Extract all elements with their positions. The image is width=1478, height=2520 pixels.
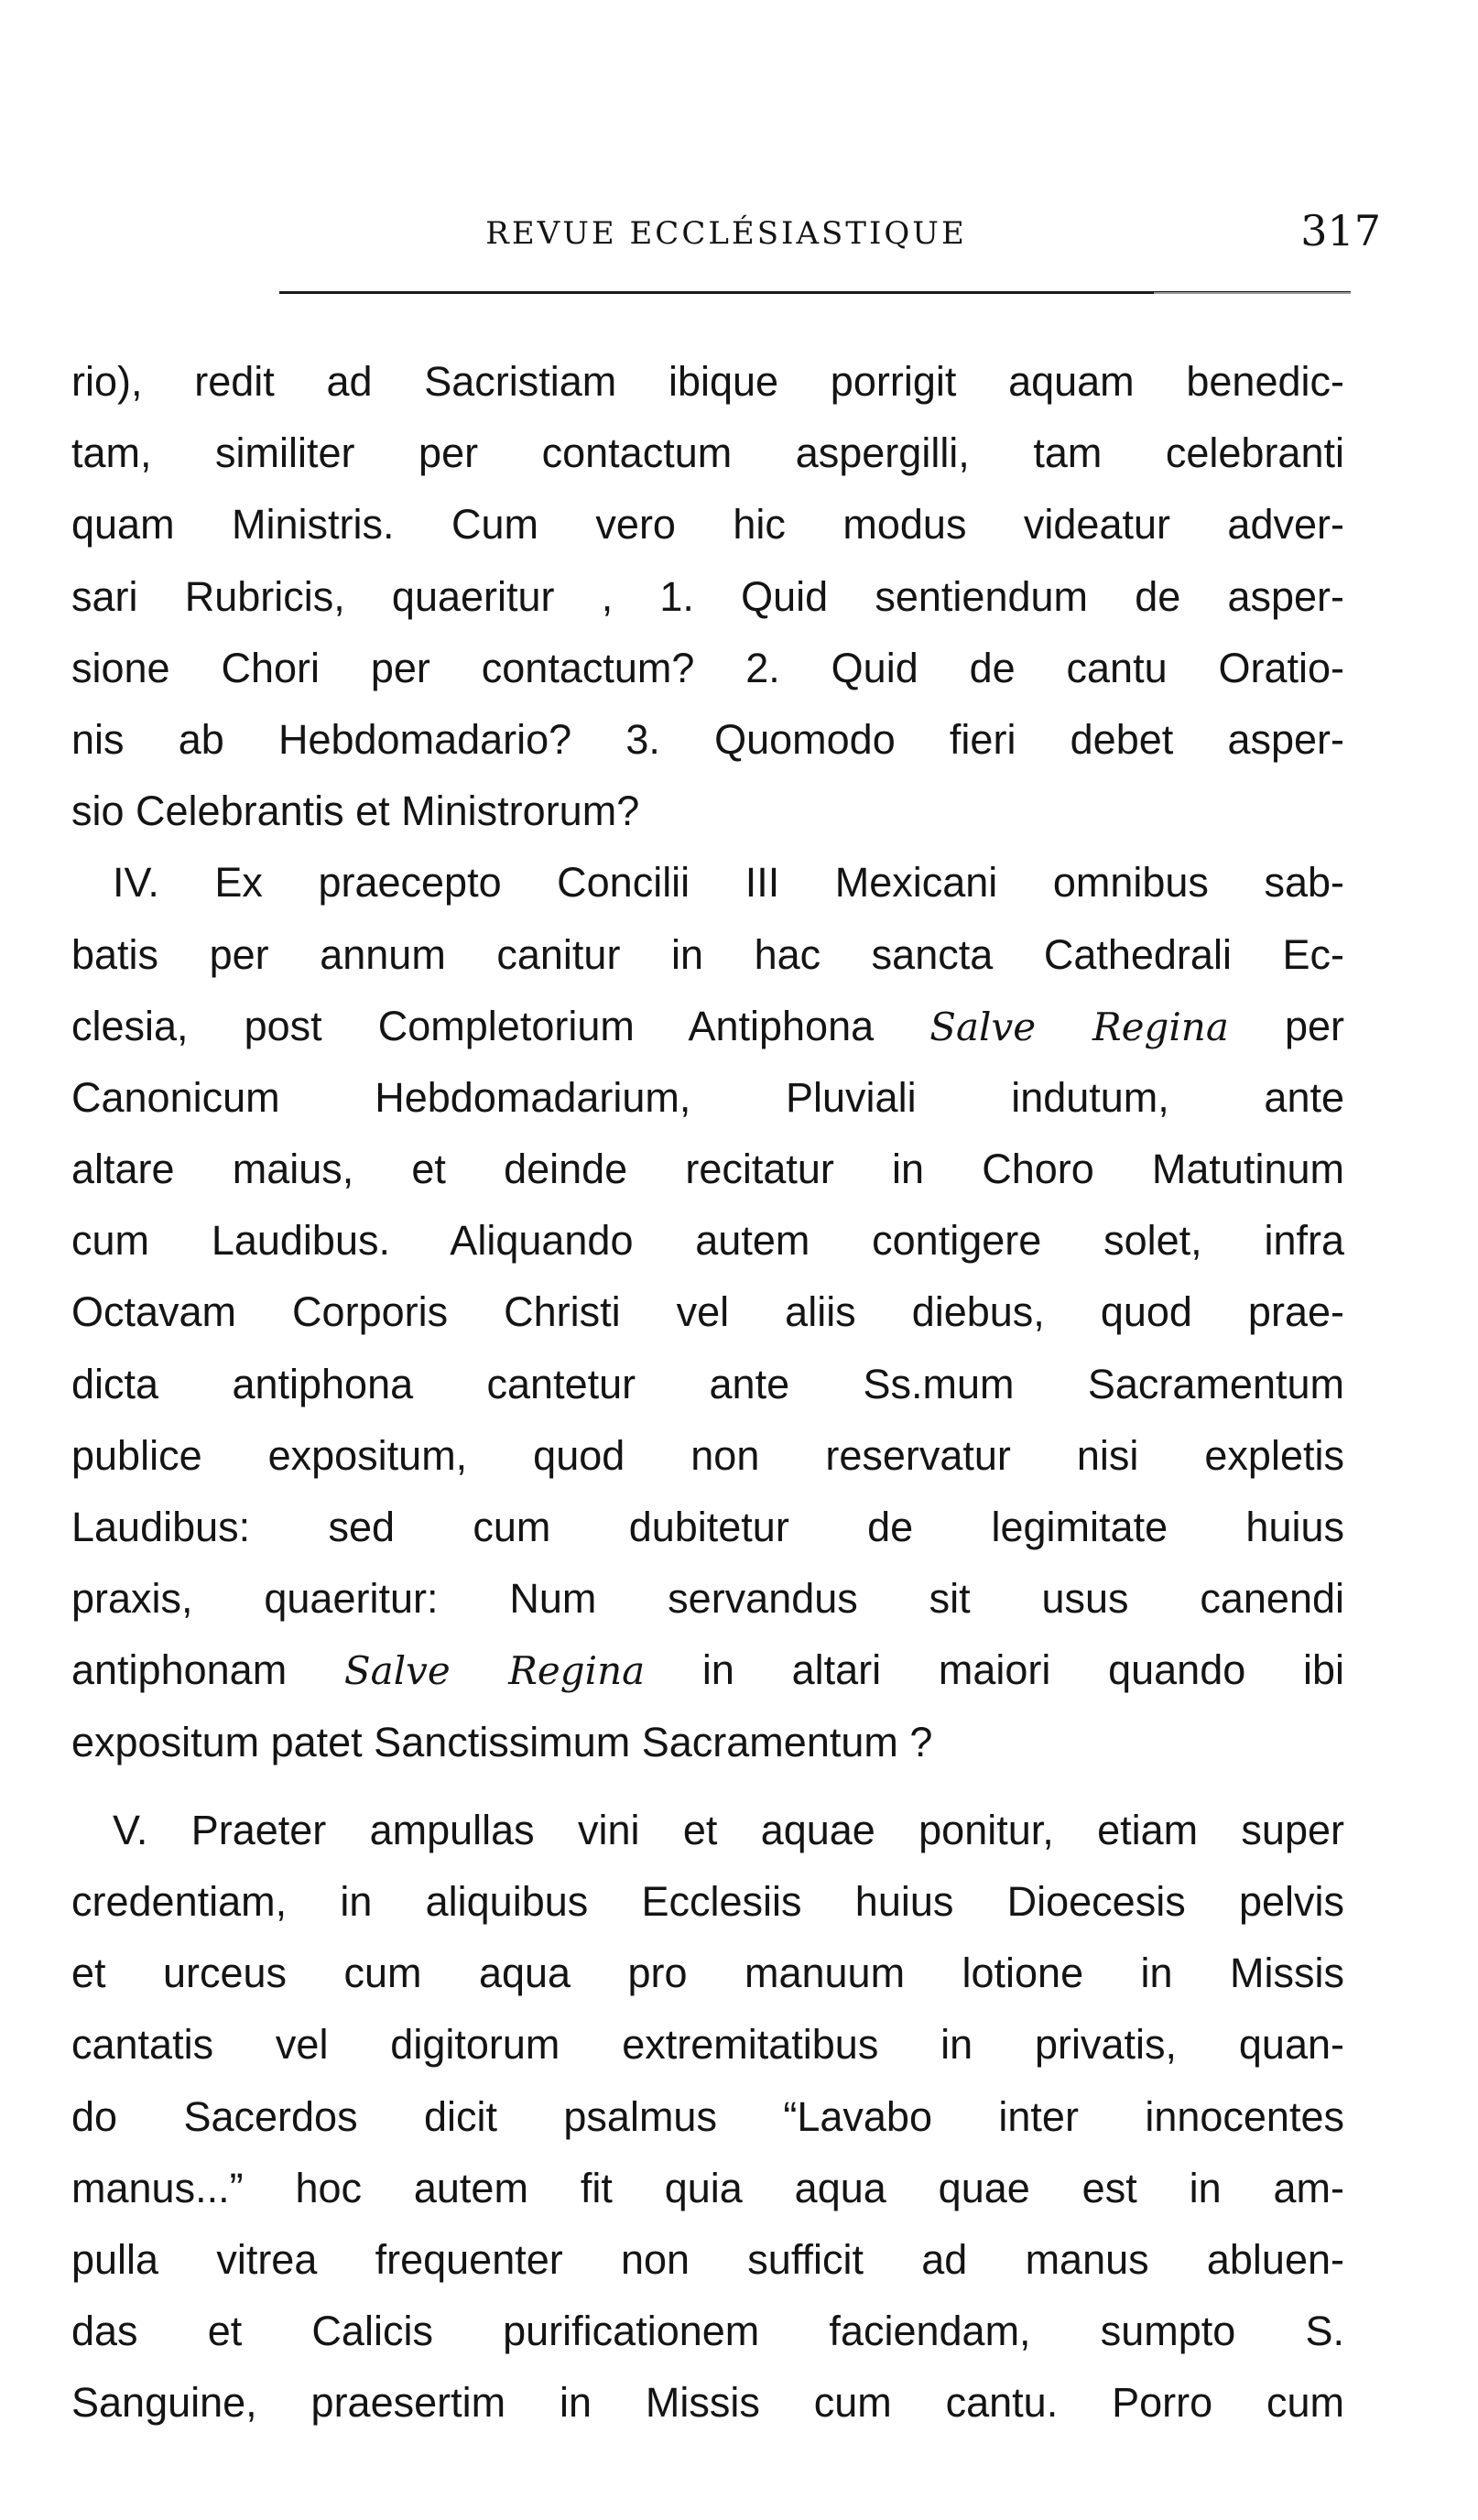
- page-number: 317: [1300, 206, 1381, 255]
- text-line: do Sacerdos dicit psalmus “Lavabo inter innocentes: [71, 2092, 1344, 2140]
- text-line: sione Chori per contactum? 2. Quid de cantu Oratio-: [71, 644, 1344, 691]
- text-line: [71, 1635, 1344, 1706]
- text-line: cum Laudibus. Aliquando autem contigere solet, infra: [71, 1217, 1344, 1265]
- text-line: [71, 991, 1344, 1062]
- text-line: expositum patet Sanctissimum Sacramentum ?: [71, 1718, 933, 1765]
- text-line: Canonicum Hebdomadarium, Pluviali indutum, ante: [71, 1073, 1344, 1121]
- text-line: credentiam, in aliquibus Ecclesiis huius Dioecesis pelvis: [71, 1877, 1344, 1925]
- text-run: in altari maiori quando ibi: [645, 1646, 1344, 1694]
- text-line: dicta antiphona cantetur ante Ss.mum Sacramentum: [71, 1360, 1344, 1407]
- text-line: sari Rubricis, quaeritur , 1. Quid sentiendum de asper-: [71, 572, 1344, 620]
- text-line: manus...” hoc autem fit quia aqua quae est in am-: [71, 2164, 1344, 2211]
- text-line: et urceus cum aqua pro manuum lotione in Missis: [71, 1950, 1344, 1997]
- italic-title: Salve Regina: [343, 1648, 646, 1694]
- text-line: Sanguine, praesertim in Missis cum cantu. Porro cum: [71, 2379, 1344, 2427]
- text-line: publice expositum, quod non reservatur nisi expletis: [71, 1431, 1344, 1479]
- text-line: quam Ministris. Cum vero hic modus videatur adver-: [71, 501, 1344, 549]
- text-line: altare maius, et deinde recitatur in Choro Matutinum: [71, 1146, 1344, 1193]
- text-line: rio), redit ad Sacristiam ibique porrigit aquam benedic-: [71, 358, 1344, 405]
- paragraph-iv-first-line: IV. Ex praecepto Concilii III Mexicani omnibus sab-: [113, 859, 1344, 907]
- text-run: antiphonam: [71, 1646, 344, 1694]
- text-run: clesia, post Completorium Antiphona: [71, 1002, 930, 1049]
- text-line: Laudibus: sed cum dubitetur de legimitate huius: [71, 1504, 1344, 1550]
- text-line: pulla vitrea frequenter non sufficit ad manus abluen-: [71, 2235, 1344, 2283]
- italic-title: Salve Regina: [929, 1004, 1229, 1049]
- text-line: cantatis vel digitorum extremitatibus in privatis, quan-: [71, 2021, 1344, 2069]
- body-text: [71, 346, 1344, 2439]
- header-rule-faint: [1154, 292, 1351, 294]
- text-line: tam, similiter per contactum aspergilli, tam celebranti: [71, 429, 1344, 477]
- text-line: nis ab Hebdomadario? 3. Quomodo fieri debet asper-: [71, 715, 1344, 763]
- text-line: das et Calicis purificationem faciendam, sumpto S.: [71, 2308, 1344, 2355]
- running-title: REVUE ECCLÉSIASTIQUE: [485, 215, 967, 252]
- paragraph-v-first-line: V. Praeter ampullas vini et aquae ponitur, etiam super: [113, 1806, 1344, 1853]
- text-line: praxis, quaeritur: Num servandus sit usus canendi: [71, 1575, 1344, 1623]
- text-run: per: [1228, 1002, 1344, 1049]
- page-header: [71, 206, 1381, 261]
- text-line: batis per annum canitur in hac sancta Cathedrali Ec-: [71, 930, 1344, 978]
- text-line: sio Celebrantis et Ministrorum?: [71, 788, 640, 835]
- text-line: Octavam Corporis Christi vel aliis diebus, quod prae-: [71, 1288, 1344, 1336]
